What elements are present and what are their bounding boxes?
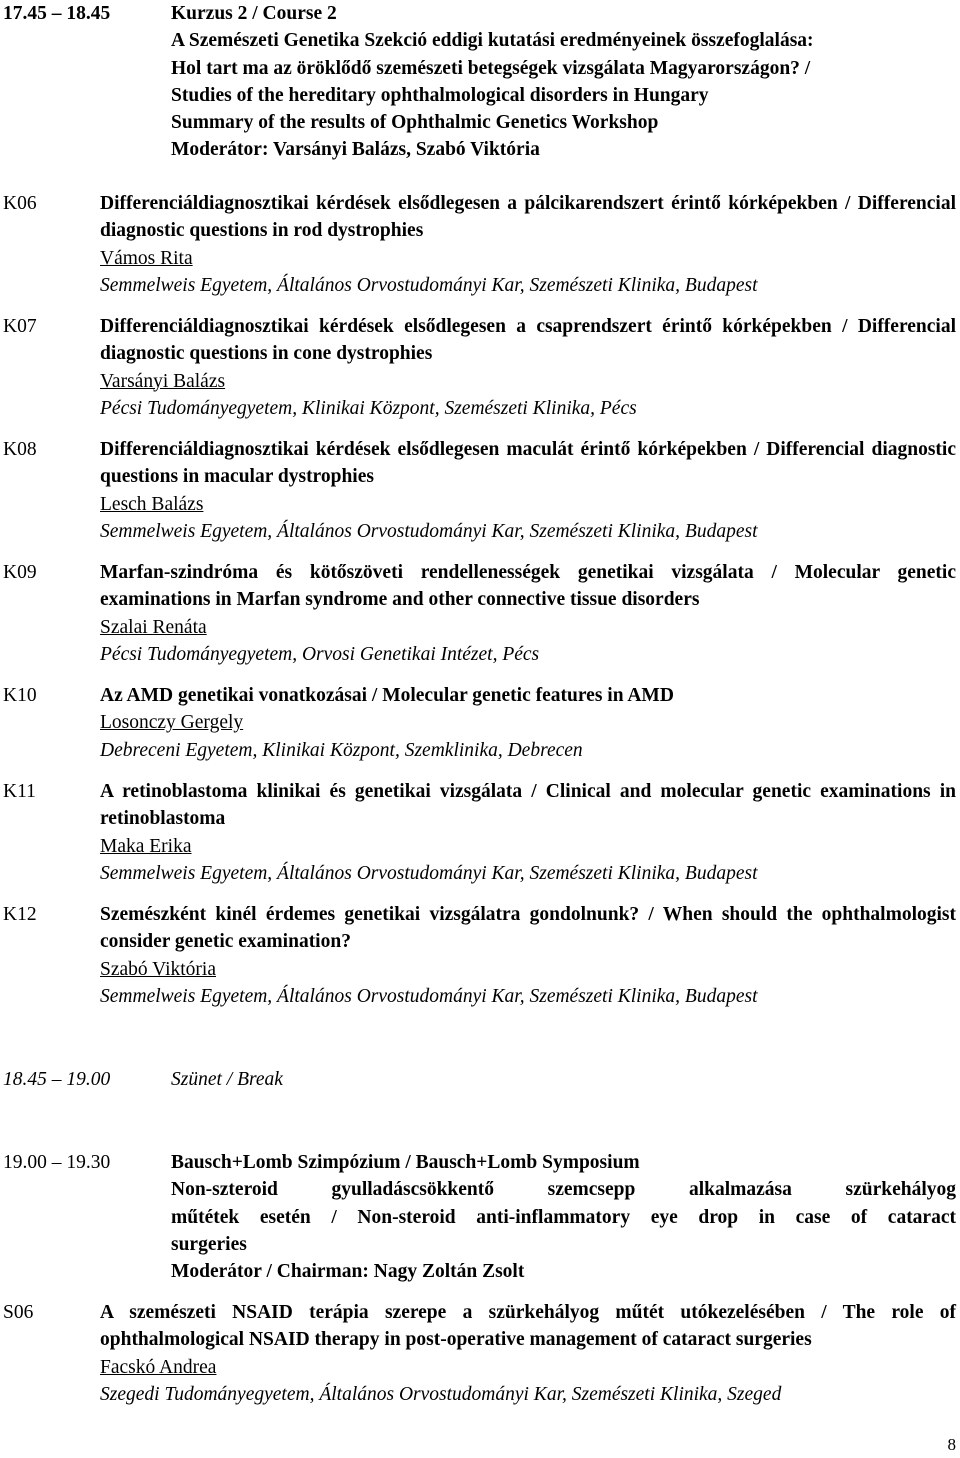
symposium-subtitle: surgeries <box>171 1233 247 1255</box>
talk-speaker: Szalai Renáta <box>100 616 207 638</box>
talk-code: K09 <box>3 562 37 583</box>
talk-affiliation: Semmelweis Egyetem, Általános Orvostudományi Kar, Szemészeti Klinika, Budapest <box>100 862 758 884</box>
symposium-subtitle: műtétek esetén / Non-steroid anti-inflammatory eye drop in case of cataract <box>171 1206 956 1228</box>
talk-code: S06 <box>3 1302 34 1323</box>
course2-title-line: Summary of the results of Ophthalmic Genetics Workshop <box>171 112 659 134</box>
course2-title-line: Studies of the hereditary ophthalmological disorders in Hungary <box>171 84 709 106</box>
talk-k11 <box>0 778 960 887</box>
talk-k10 <box>0 682 960 764</box>
talk-affiliation: Semmelweis Egyetem, Általános Orvostudományi Kar, Szemészeti Klinika, Budapest <box>100 520 758 542</box>
talk-k08 <box>0 436 960 545</box>
talk-k07 <box>0 313 960 422</box>
talk-affiliation: Semmelweis Egyetem, Általános Orvostudományi Kar, Szemészeti Klinika, Budapest <box>100 274 758 296</box>
talk-k06 <box>0 190 960 299</box>
talk-title: Szemészként kinél érdemes genetikai vizsgálatra gondolnunk? / When should the ophthalmologist consider genetic examination? <box>100 904 956 953</box>
talk-title: Differenciáldiagnosztikai kérdések elsődlegesen a pálcikarendszert érintő kórképekben / Differencial diagnostic questions in rod dystrophies <box>100 193 956 242</box>
symposium-moderator: Moderátor / Chairman: Nagy Zoltán Zsolt <box>171 1261 525 1283</box>
talk-speaker: Maka Erika <box>100 835 192 857</box>
talk-affiliation: Debreceni Egyetem, Klinikai Központ, Szemklinika, Debrecen <box>100 739 583 761</box>
course2-title-line: Kurzus 2 / Course 2 <box>171 3 337 24</box>
talk-code: K10 <box>3 685 37 706</box>
symposium-header <box>171 1149 956 1285</box>
talk-title: Az AMD genetikai vonatkozásai / Molecular genetic features in AMD <box>100 685 674 706</box>
talk-code: K06 <box>3 193 37 214</box>
course2-time: 17.45 – 18.45 <box>3 3 111 24</box>
talk-affiliation: Szegedi Tudományegyetem, Általános Orvostudományi Kar, Szemészeti Klinika, Szeged <box>100 1383 782 1405</box>
talk-s06 <box>0 1299 960 1408</box>
talk-code: K08 <box>3 439 37 460</box>
page-number: 8 <box>947 1435 956 1454</box>
talk-k12 <box>0 901 960 1010</box>
talk-affiliation: Pécsi Tudományegyetem, Orvosi Genetikai Intézet, Pécs <box>100 643 540 665</box>
break-label: Szünet / Break <box>171 1069 283 1090</box>
symposium-time: 19.00 – 19.30 <box>3 1152 111 1173</box>
talk-title: Marfan-szindróma és kötőszöveti rendellenességek genetikai vizsgálata / Molecular genetic examinations in Marfan syndrome and other connective tissue disorders <box>100 562 956 611</box>
talk-title: A retinoblastoma klinikai és genetikai vizsgálata / Clinical and molecular genetic examinations in retinoblastoma <box>100 781 956 830</box>
talk-speaker: Lesch Balázs <box>100 493 204 515</box>
talk-speaker: Szabó Viktória <box>100 958 216 980</box>
course2-moderator: Moderátor: Varsányi Balázs, Szabó Viktória <box>171 139 540 161</box>
talk-speaker: Vámos Rita <box>100 247 193 269</box>
talk-code: K07 <box>3 316 37 337</box>
talk-title: Differenciáldiagnosztikai kérdések elsődlegesen a csaprendszert érintő kórképekben / Differencial diagnostic questions in cone dystrophies <box>100 316 956 365</box>
talk-k09 <box>0 559 960 668</box>
talk-affiliation: Pécsi Tudományegyetem, Klinikai Központ, Szemészeti Klinika, Pécs <box>100 397 637 419</box>
break-row <box>3 1066 283 1093</box>
talk-code: K12 <box>3 904 37 925</box>
course2-header <box>171 0 956 164</box>
talk-speaker: Varsányi Balázs <box>100 370 226 392</box>
course2-title-line: Hol tart ma az öröklődő szemészeti betegségek vizsgálata Magyarországon? / <box>171 57 811 79</box>
course2-title-line: A Szemészeti Genetika Szekció eddigi kutatási eredményeinek összefoglalása: <box>171 30 814 52</box>
break-time: 18.45 – 19.00 <box>3 1069 111 1090</box>
talk-speaker: Facskó Andrea <box>100 1356 217 1378</box>
symposium-subtitle: Non-szteroid gyulladáscsökkentő szemcsepp alkalmazása szürkehályog <box>171 1179 956 1201</box>
talk-affiliation: Semmelweis Egyetem, Általános Orvostudományi Kar, Szemészeti Klinika, Budapest <box>100 985 758 1007</box>
talk-code: K11 <box>3 781 36 802</box>
talk-title: Differenciáldiagnosztikai kérdések elsődlegesen maculát érintő kórképekben / Differencial diagnostic questions in macular dystrophies <box>100 439 956 488</box>
talk-speaker: Losonczy Gergely <box>100 712 244 734</box>
symposium-title: Bausch+Lomb Szimpózium / Bausch+Lomb Symposium <box>171 1152 640 1173</box>
talk-title: A szemészeti NSAID terápia szerepe a szürkehályog műtét utókezelésében / The role of ophthalmological NSAID therapy in post-operative management of cataract surgeries <box>100 1302 956 1351</box>
